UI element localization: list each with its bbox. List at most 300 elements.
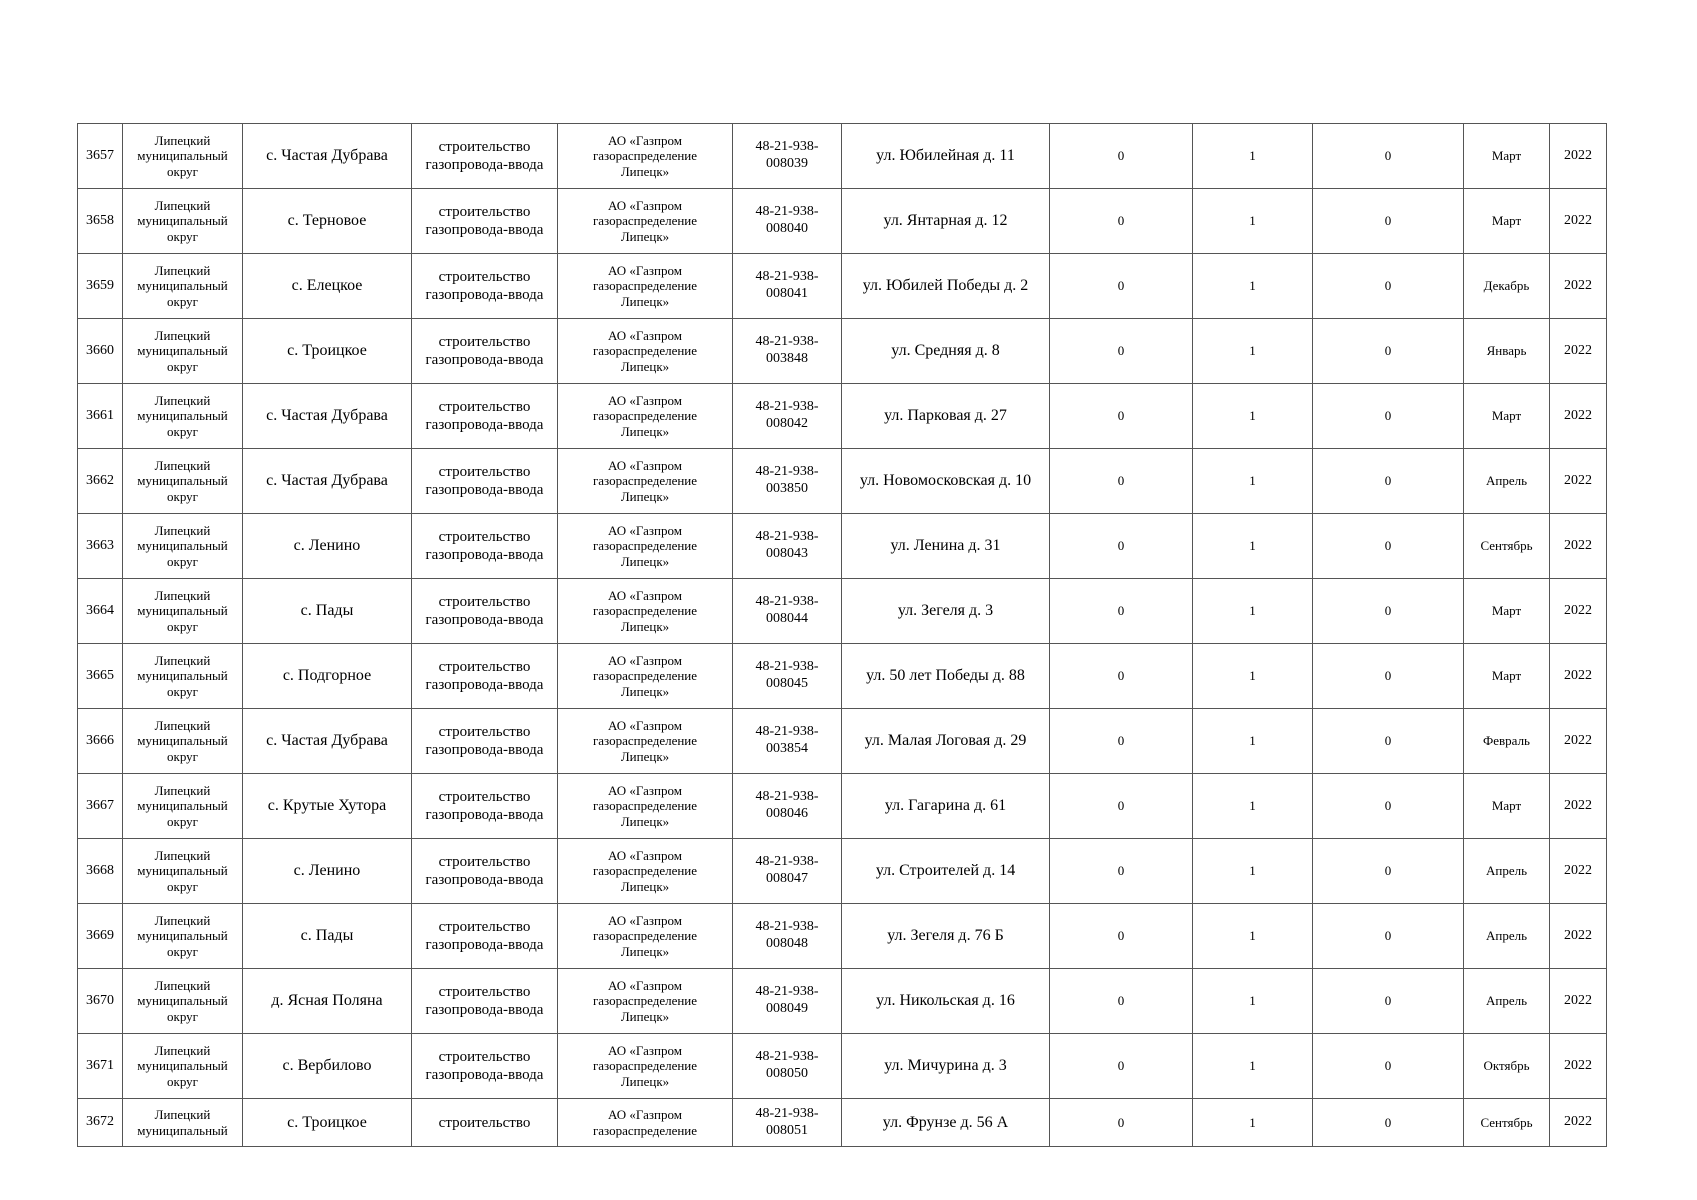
- municipality-line: муниципальный: [137, 733, 228, 749]
- application-id-line: 48-21-938-: [755, 919, 819, 935]
- month-cell: Февраль: [1464, 709, 1550, 774]
- application-id-line: 008048: [766, 936, 808, 951]
- table-row: [78, 254, 1607, 319]
- value-cell-3: 0: [1313, 839, 1464, 904]
- row-number-cell: 3672: [78, 1099, 123, 1147]
- municipality-line: Липецкий: [154, 392, 211, 408]
- row-number-cell: 3670: [78, 969, 123, 1034]
- address-cell: ул. Юбилей Победы д. 2: [842, 254, 1050, 319]
- application-id-line: 008046: [766, 806, 808, 821]
- organization-line: газораспределение: [592, 733, 698, 749]
- work-type-line: строительство: [438, 659, 531, 675]
- value-cell-3: 0: [1313, 124, 1464, 189]
- application-id-line: 48-21-938-: [755, 1105, 819, 1121]
- table-row: [78, 1034, 1607, 1099]
- application-id-line: 48-21-938-: [755, 464, 819, 480]
- address-cell: ул. Юбилейная д. 11: [842, 124, 1050, 189]
- work-type-cell: [412, 189, 558, 254]
- row-number-cell: 3668: [78, 839, 123, 904]
- municipality-line: Липецкий: [154, 977, 211, 993]
- value-cell-3: 0: [1313, 449, 1464, 514]
- year-cell: 2022: [1550, 969, 1607, 1034]
- table-row: [78, 384, 1607, 449]
- value-cell-3: 0: [1313, 774, 1464, 839]
- organization-line: газораспределение: [592, 668, 698, 684]
- work-type-line: строительство: [438, 334, 531, 350]
- value-cell-1: 0: [1050, 709, 1193, 774]
- work-type-line: строительство: [438, 464, 531, 480]
- municipality-cell: [123, 644, 243, 709]
- municipality-line: муниципальный: [137, 148, 228, 164]
- municipality-line: Липецкий: [154, 197, 211, 213]
- address-cell: ул. Фрунзе д. 56 А: [842, 1099, 1050, 1147]
- organization-line: АО «Газпром: [608, 262, 682, 278]
- municipality-line: муниципальный: [137, 603, 228, 619]
- work-type-line: строительство: [438, 724, 531, 740]
- application-id-line: 48-21-938-: [755, 399, 819, 415]
- table-body: [78, 124, 1607, 1147]
- municipality-line: муниципальный: [137, 1058, 228, 1074]
- month-cell: Сентябрь: [1464, 1099, 1550, 1147]
- organization-cell: [558, 774, 733, 839]
- organization-line: АО «Газпром: [608, 197, 682, 213]
- municipality-line: Липецкий: [154, 717, 211, 733]
- value-cell-3: 0: [1313, 644, 1464, 709]
- organization-line: АО «Газпром: [608, 912, 682, 928]
- municipality-line: муниципальный: [137, 928, 228, 944]
- value-cell-1: 0: [1050, 384, 1193, 449]
- municipality-line: муниципальный: [137, 278, 228, 294]
- application-id-cell: [733, 449, 842, 514]
- application-id-line: 48-21-938-: [755, 659, 819, 675]
- application-id-line: 008041: [766, 286, 808, 301]
- month-cell: Апрель: [1464, 904, 1550, 969]
- value-cell-1: 0: [1050, 774, 1193, 839]
- year-cell: 2022: [1550, 384, 1607, 449]
- work-type-line: газопровода-ввода: [425, 222, 544, 238]
- organization-line: АО «Газпром: [608, 847, 682, 863]
- application-id-cell: [733, 709, 842, 774]
- application-id-line: 48-21-938-: [755, 204, 819, 220]
- organization-line: Липецк»: [620, 813, 670, 829]
- value-cell-2: 1: [1193, 189, 1313, 254]
- year-cell: 2022: [1550, 1034, 1607, 1099]
- year-cell: 2022: [1550, 189, 1607, 254]
- month-cell: Март: [1464, 579, 1550, 644]
- month-cell: Сентябрь: [1464, 514, 1550, 579]
- application-id-cell: [733, 189, 842, 254]
- value-cell-3: 0: [1313, 189, 1464, 254]
- organization-cell: [558, 449, 733, 514]
- organization-line: Липецк»: [620, 1008, 670, 1024]
- row-number-cell: 3661: [78, 384, 123, 449]
- work-type-line: газопровода-ввода: [425, 157, 544, 173]
- work-type-cell: [412, 774, 558, 839]
- work-type-cell: [412, 644, 558, 709]
- value-cell-3: 0: [1313, 579, 1464, 644]
- municipality-line: округ: [167, 813, 198, 829]
- month-cell: Март: [1464, 774, 1550, 839]
- application-id-line: 48-21-938-: [755, 724, 819, 740]
- municipality-cell: [123, 384, 243, 449]
- application-id-line: 008040: [766, 221, 808, 236]
- organization-line: Липецк»: [620, 488, 670, 504]
- municipality-cell: [123, 449, 243, 514]
- municipality-cell: [123, 579, 243, 644]
- row-number-cell: 3665: [78, 644, 123, 709]
- organization-line: Липецк»: [620, 683, 670, 699]
- organization-line: АО «Газпром: [608, 587, 682, 603]
- municipality-line: Липецкий: [154, 847, 211, 863]
- application-id-line: 008043: [766, 546, 808, 561]
- month-cell: Март: [1464, 124, 1550, 189]
- organization-line: Липецк»: [620, 163, 670, 179]
- table-row: [78, 774, 1607, 839]
- year-cell: 2022: [1550, 904, 1607, 969]
- table-row: [78, 124, 1607, 189]
- settlement-cell: с. Частая Дубрава: [243, 709, 412, 774]
- year-cell: 2022: [1550, 644, 1607, 709]
- value-cell-1: 0: [1050, 124, 1193, 189]
- application-id-line: 008044: [766, 611, 808, 626]
- application-id-cell: [733, 1034, 842, 1099]
- value-cell-1: 0: [1050, 579, 1193, 644]
- year-cell: 2022: [1550, 124, 1607, 189]
- year-cell: 2022: [1550, 449, 1607, 514]
- value-cell-3: 0: [1313, 254, 1464, 319]
- address-cell: ул. Мичурина д. 3: [842, 1034, 1050, 1099]
- municipality-line: муниципальный: [137, 213, 228, 229]
- address-cell: ул. Парковая д. 27: [842, 384, 1050, 449]
- municipality-cell: [123, 254, 243, 319]
- value-cell-2: 1: [1193, 644, 1313, 709]
- year-cell: 2022: [1550, 839, 1607, 904]
- organization-cell: [558, 124, 733, 189]
- value-cell-2: 1: [1193, 514, 1313, 579]
- organization-line: АО «Газпром: [608, 977, 682, 993]
- value-cell-2: 1: [1193, 839, 1313, 904]
- municipality-cell: [123, 189, 243, 254]
- municipality-cell: [123, 969, 243, 1034]
- table-row: [78, 319, 1607, 384]
- work-type-line: газопровода-ввода: [425, 677, 544, 693]
- organization-cell: [558, 839, 733, 904]
- application-id-line: 008050: [766, 1066, 808, 1081]
- municipality-line: муниципальный: [137, 473, 228, 489]
- municipality-line: Липецкий: [154, 912, 211, 928]
- organization-line: газораспределение: [592, 148, 698, 164]
- year-cell: 2022: [1550, 774, 1607, 839]
- value-cell-1: 0: [1050, 449, 1193, 514]
- work-type-cell: [412, 839, 558, 904]
- year-cell: 2022: [1550, 579, 1607, 644]
- table-row: [78, 969, 1607, 1034]
- settlement-cell: с. Ленино: [243, 839, 412, 904]
- row-number-cell: 3657: [78, 124, 123, 189]
- organization-cell: [558, 969, 733, 1034]
- municipality-cell: [123, 514, 243, 579]
- application-id-cell: [733, 254, 842, 319]
- organization-line: газораспределение: [592, 1122, 698, 1138]
- application-id-line: 48-21-938-: [755, 984, 819, 1000]
- application-id-line: 008045: [766, 676, 808, 691]
- work-type-line: строительство: [438, 984, 531, 1000]
- municipality-line: округ: [167, 293, 198, 309]
- organization-line: АО «Газпром: [608, 392, 682, 408]
- municipality-cell: [123, 774, 243, 839]
- value-cell-1: 0: [1050, 839, 1193, 904]
- work-type-line: строительство: [438, 139, 531, 155]
- application-id-line: 48-21-938-: [755, 854, 819, 870]
- address-cell: ул. Зегеля д. 76 Б: [842, 904, 1050, 969]
- value-cell-1: 0: [1050, 1099, 1193, 1147]
- municipality-line: муниципальный: [137, 1122, 228, 1138]
- value-cell-2: 1: [1193, 969, 1313, 1034]
- organization-line: газораспределение: [592, 408, 698, 424]
- application-id-line: 48-21-938-: [755, 269, 819, 285]
- row-number-cell: 3664: [78, 579, 123, 644]
- settlement-cell: д. Ясная Поляна: [243, 969, 412, 1034]
- application-id-line: 48-21-938-: [755, 789, 819, 805]
- work-type-line: строительство: [438, 399, 531, 415]
- application-id-line: 48-21-938-: [755, 529, 819, 545]
- year-cell: 2022: [1550, 254, 1607, 319]
- municipality-cell: [123, 709, 243, 774]
- value-cell-1: 0: [1050, 319, 1193, 384]
- municipality-cell: [123, 319, 243, 384]
- year-cell: 2022: [1550, 1099, 1607, 1147]
- municipality-line: округ: [167, 553, 198, 569]
- organization-cell: [558, 514, 733, 579]
- address-cell: ул. Янтарная д. 12: [842, 189, 1050, 254]
- municipality-line: Липецкий: [154, 587, 211, 603]
- application-id-cell: [733, 514, 842, 579]
- municipality-line: Липецкий: [154, 782, 211, 798]
- organization-line: АО «Газпром: [608, 522, 682, 538]
- organization-line: АО «Газпром: [608, 782, 682, 798]
- application-id-line: 48-21-938-: [755, 594, 819, 610]
- year-cell: 2022: [1550, 709, 1607, 774]
- municipality-line: Липецкий: [154, 457, 211, 473]
- organization-line: Липецк»: [620, 943, 670, 959]
- work-type-cell: [412, 384, 558, 449]
- application-id-cell: [733, 1099, 842, 1147]
- value-cell-2: 1: [1193, 449, 1313, 514]
- work-type-line: газопровода-ввода: [425, 547, 544, 563]
- municipality-line: Липецкий: [154, 1042, 211, 1058]
- table-row: [78, 1099, 1607, 1147]
- value-cell-3: 0: [1313, 904, 1464, 969]
- value-cell-3: 0: [1313, 514, 1464, 579]
- address-cell: ул. 50 лет Победы д. 88: [842, 644, 1050, 709]
- organization-line: Липецк»: [620, 228, 670, 244]
- value-cell-2: 1: [1193, 319, 1313, 384]
- work-type-cell: [412, 319, 558, 384]
- work-type-line: газопровода-ввода: [425, 352, 544, 368]
- row-number-cell: 3666: [78, 709, 123, 774]
- municipality-line: округ: [167, 228, 198, 244]
- value-cell-2: 1: [1193, 384, 1313, 449]
- address-cell: ул. Никольская д. 16: [842, 969, 1050, 1034]
- organization-cell: [558, 904, 733, 969]
- settlement-cell: с. Подгорное: [243, 644, 412, 709]
- settlement-cell: с. Частая Дубрава: [243, 124, 412, 189]
- settlement-cell: с. Крутые Хутора: [243, 774, 412, 839]
- value-cell-3: 0: [1313, 709, 1464, 774]
- municipality-line: округ: [167, 748, 198, 764]
- application-id-cell: [733, 319, 842, 384]
- work-type-cell: [412, 449, 558, 514]
- organization-cell: [558, 644, 733, 709]
- settlement-cell: с. Троицкое: [243, 319, 412, 384]
- work-type-line: газопровода-ввода: [425, 612, 544, 628]
- work-type-line: строительство: [438, 919, 531, 935]
- application-id-cell: [733, 839, 842, 904]
- organization-line: газораспределение: [592, 278, 698, 294]
- settlement-cell: с. Частая Дубрава: [243, 384, 412, 449]
- organization-line: Липецк»: [620, 358, 670, 374]
- application-id-line: 003850: [766, 481, 808, 496]
- settlement-cell: с. Троицкое: [243, 1099, 412, 1147]
- work-type-line: газопровода-ввода: [425, 1002, 544, 1018]
- table-row: [78, 839, 1607, 904]
- organization-line: АО «Газпром: [608, 132, 682, 148]
- work-type-line: строительство: [438, 854, 531, 870]
- application-id-line: 003848: [766, 351, 808, 366]
- municipality-line: Липецкий: [154, 1106, 211, 1122]
- application-id-line: 008049: [766, 1001, 808, 1016]
- address-cell: ул. Малая Логовая д. 29: [842, 709, 1050, 774]
- address-cell: ул. Зегеля д. 3: [842, 579, 1050, 644]
- table-row: [78, 904, 1607, 969]
- work-type-line: газопровода-ввода: [425, 482, 544, 498]
- work-type-line: газопровода-ввода: [425, 937, 544, 953]
- work-type-line: строительство: [438, 1049, 531, 1065]
- work-type-cell: [412, 514, 558, 579]
- work-type-cell: [412, 1034, 558, 1099]
- organization-line: АО «Газпром: [608, 327, 682, 343]
- value-cell-2: 1: [1193, 709, 1313, 774]
- organization-line: газораспределение: [592, 928, 698, 944]
- value-cell-2: 1: [1193, 1034, 1313, 1099]
- month-cell: Октябрь: [1464, 1034, 1550, 1099]
- application-id-line: 008039: [766, 156, 808, 171]
- organization-line: газораспределение: [592, 538, 698, 554]
- municipality-line: округ: [167, 618, 198, 634]
- value-cell-1: 0: [1050, 1034, 1193, 1099]
- table-row: [78, 644, 1607, 709]
- row-number-cell: 3660: [78, 319, 123, 384]
- organization-line: АО «Газпром: [608, 1042, 682, 1058]
- value-cell-2: 1: [1193, 774, 1313, 839]
- municipality-line: округ: [167, 423, 198, 439]
- row-number-cell: 3662: [78, 449, 123, 514]
- table-row: [78, 579, 1607, 644]
- application-id-line: 008042: [766, 416, 808, 431]
- work-type-cell: [412, 124, 558, 189]
- organization-line: АО «Газпром: [608, 717, 682, 733]
- organization-cell: [558, 1099, 733, 1147]
- work-type-line: газопровода-ввода: [425, 1067, 544, 1083]
- table-row: [78, 514, 1607, 579]
- organization-line: Липецк»: [620, 553, 670, 569]
- value-cell-2: 1: [1193, 254, 1313, 319]
- work-type-line: строительство: [438, 594, 531, 610]
- organization-cell: [558, 1034, 733, 1099]
- value-cell-3: 0: [1313, 1034, 1464, 1099]
- municipality-line: Липецкий: [154, 262, 211, 278]
- work-type-line: строительство: [438, 529, 531, 545]
- work-type-line: строительство: [438, 1114, 531, 1131]
- work-type-line: газопровода-ввода: [425, 417, 544, 433]
- settlement-cell: с. Ленино: [243, 514, 412, 579]
- application-id-line: 48-21-938-: [755, 1049, 819, 1065]
- municipality-line: муниципальный: [137, 993, 228, 1009]
- municipality-line: муниципальный: [137, 538, 228, 554]
- work-type-line: газопровода-ввода: [425, 807, 544, 823]
- month-cell: Март: [1464, 644, 1550, 709]
- settlement-cell: с. Вербилово: [243, 1034, 412, 1099]
- table-row: [78, 709, 1607, 774]
- municipality-line: Липецкий: [154, 132, 211, 148]
- settlement-cell: с. Терновое: [243, 189, 412, 254]
- application-id-cell: [733, 774, 842, 839]
- municipality-cell: [123, 124, 243, 189]
- settlement-cell: с. Частая Дубрава: [243, 449, 412, 514]
- work-type-cell: [412, 904, 558, 969]
- municipality-line: муниципальный: [137, 343, 228, 359]
- municipality-line: муниципальный: [137, 408, 228, 424]
- organization-line: газораспределение: [592, 798, 698, 814]
- organization-line: АО «Газпром: [608, 457, 682, 473]
- municipality-line: округ: [167, 1073, 198, 1089]
- application-id-cell: [733, 124, 842, 189]
- application-id-line: 008051: [766, 1122, 808, 1138]
- table-row: [78, 189, 1607, 254]
- organization-line: газораспределение: [592, 1058, 698, 1074]
- value-cell-2: 1: [1193, 124, 1313, 189]
- month-cell: Январь: [1464, 319, 1550, 384]
- municipality-line: округ: [167, 358, 198, 374]
- application-id-line: 48-21-938-: [755, 334, 819, 350]
- organization-line: газораспределение: [592, 603, 698, 619]
- municipality-cell: [123, 904, 243, 969]
- organization-cell: [558, 319, 733, 384]
- organization-line: газораспределение: [592, 473, 698, 489]
- month-cell: Апрель: [1464, 449, 1550, 514]
- value-cell-2: 1: [1193, 579, 1313, 644]
- municipality-line: округ: [167, 683, 198, 699]
- value-cell-3: 0: [1313, 319, 1464, 384]
- organization-line: АО «Газпром: [608, 652, 682, 668]
- address-cell: ул. Средняя д. 8: [842, 319, 1050, 384]
- application-id-cell: [733, 904, 842, 969]
- municipality-cell: [123, 839, 243, 904]
- value-cell-1: 0: [1050, 189, 1193, 254]
- application-id-cell: [733, 969, 842, 1034]
- application-id-line: 008047: [766, 871, 808, 886]
- value-cell-3: 0: [1313, 969, 1464, 1034]
- organization-cell: [558, 579, 733, 644]
- municipality-line: округ: [167, 1008, 198, 1024]
- address-cell: ул. Новомосковская д. 10: [842, 449, 1050, 514]
- application-id-line: 48-21-938-: [755, 139, 819, 155]
- work-type-line: строительство: [438, 269, 531, 285]
- row-number-cell: 3667: [78, 774, 123, 839]
- municipality-line: муниципальный: [137, 863, 228, 879]
- work-type-cell: [412, 254, 558, 319]
- municipality-cell: [123, 1034, 243, 1099]
